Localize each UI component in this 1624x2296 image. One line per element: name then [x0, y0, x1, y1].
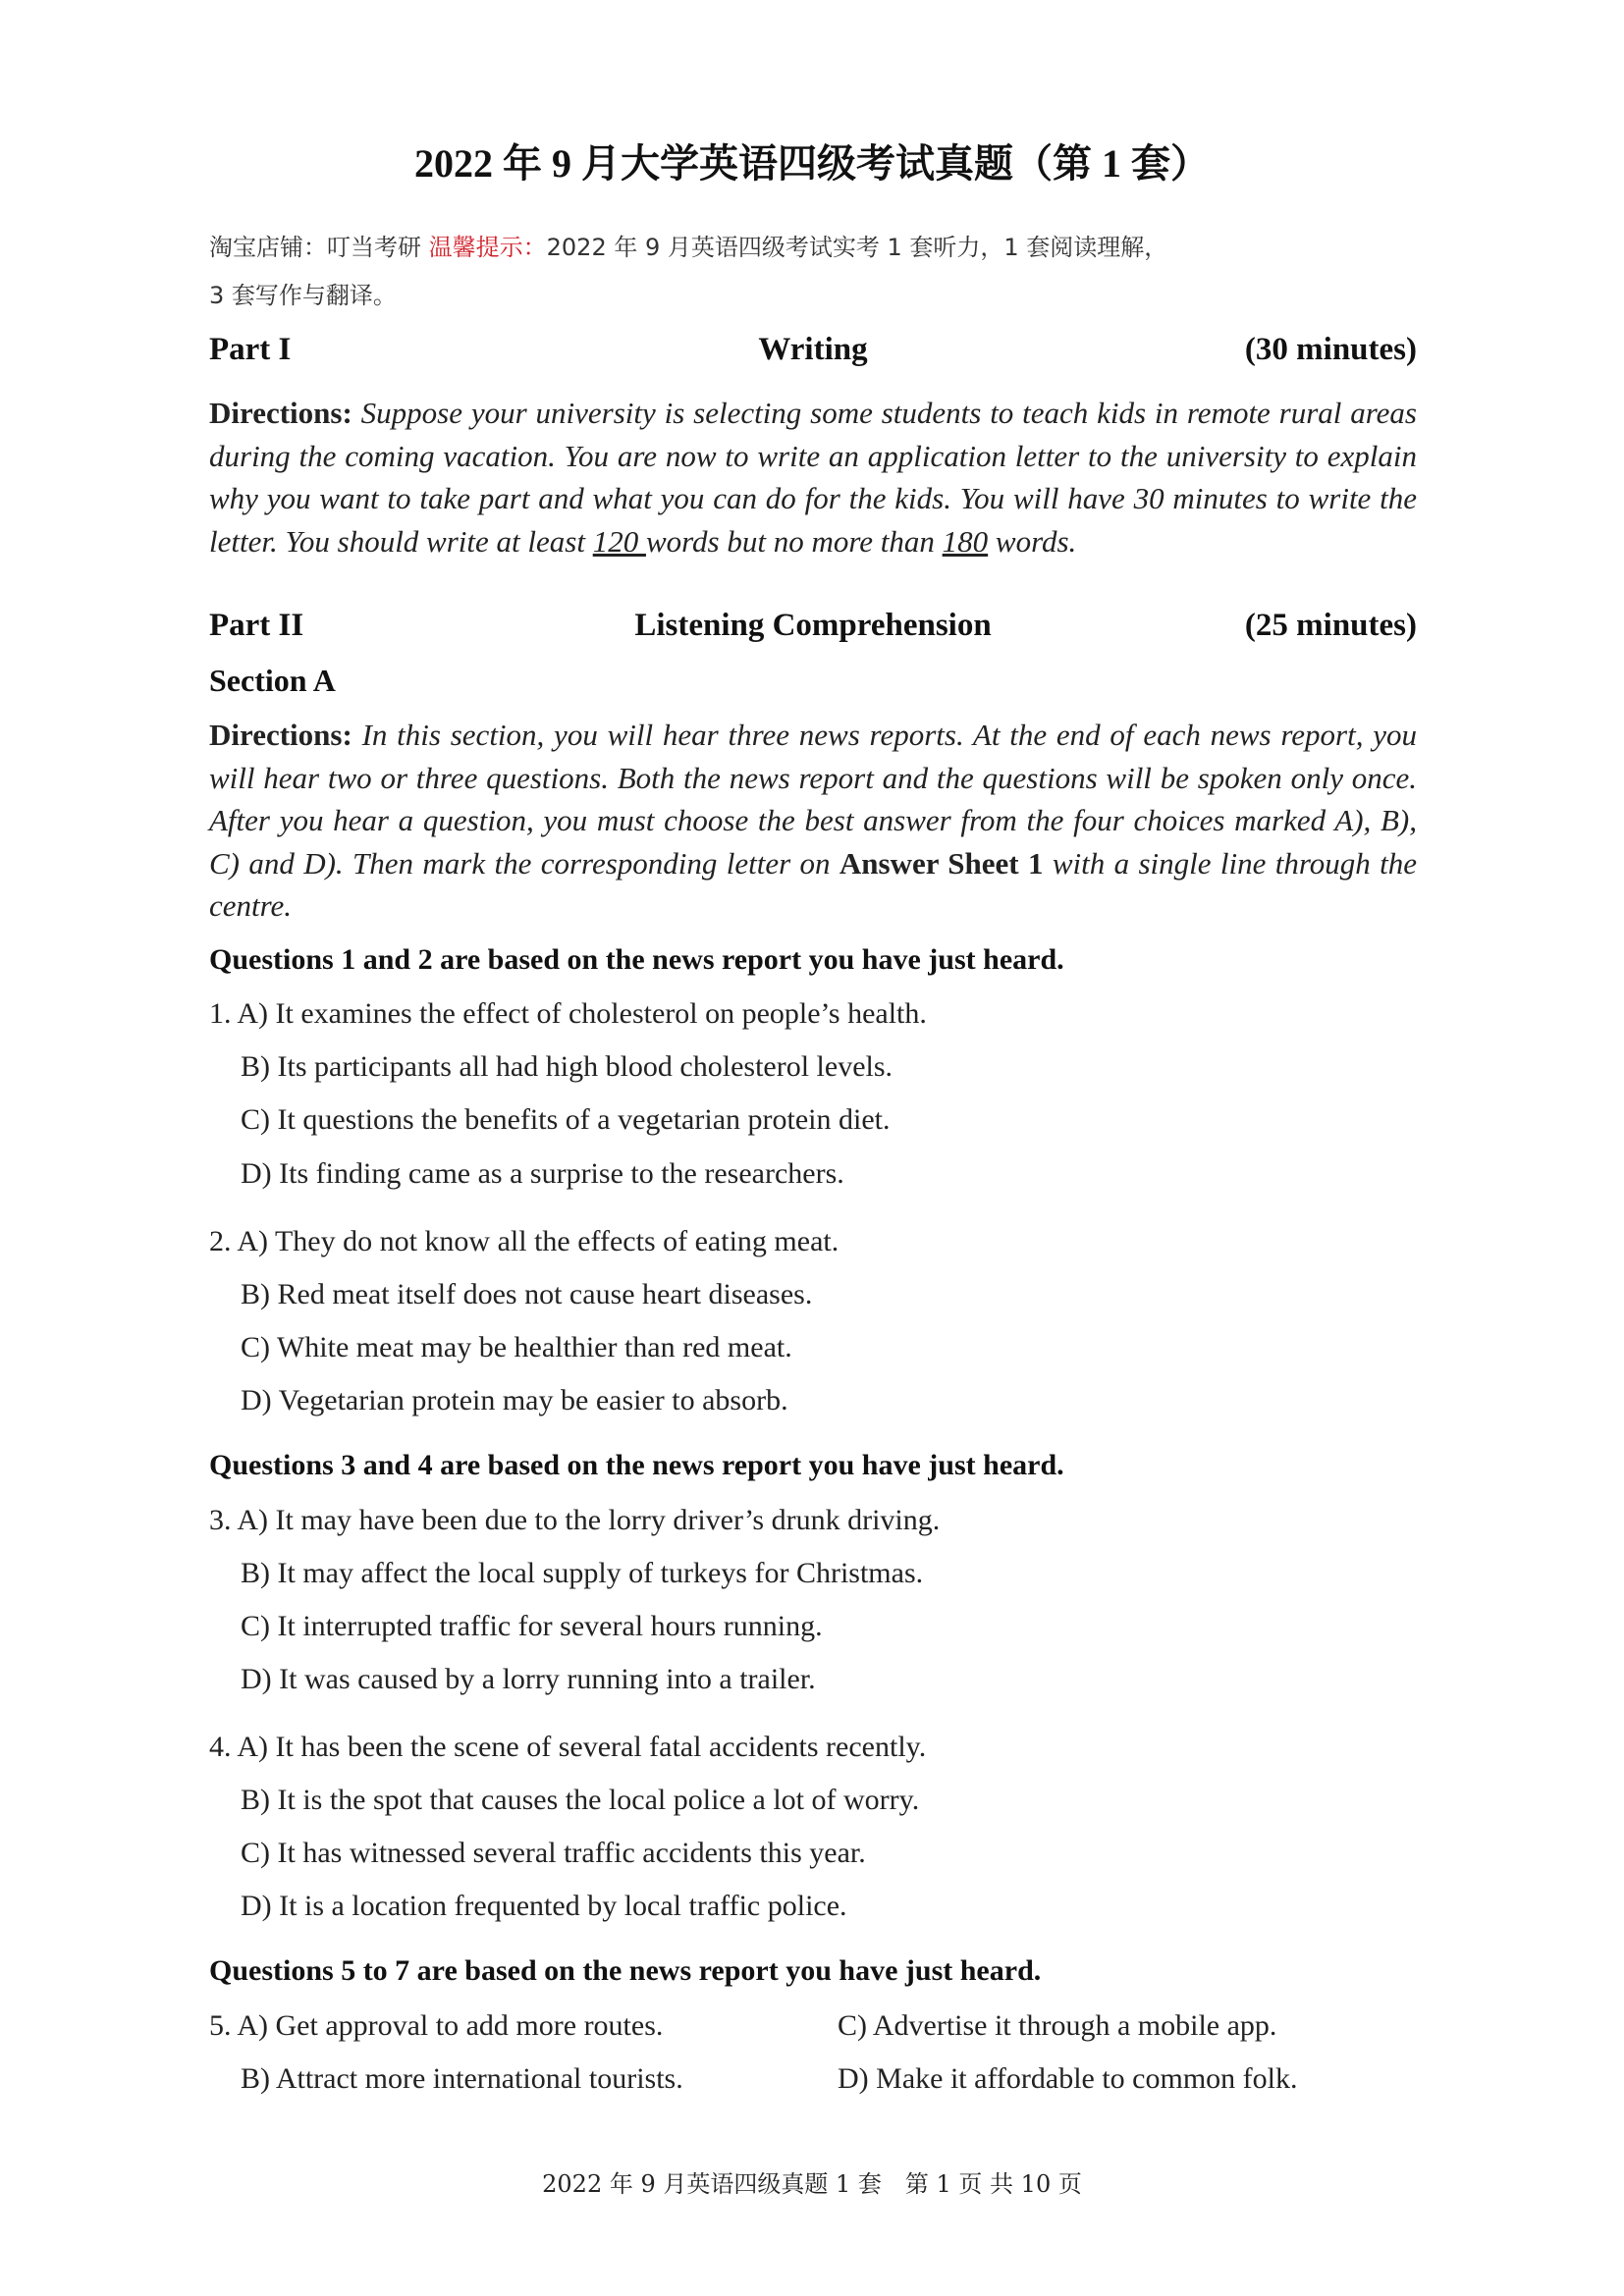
q5-option-b: B) Attract more international tourists. — [241, 2062, 683, 2095]
directions-text-2: with a single line through the centre. — [209, 845, 1417, 923]
part1-directions — [209, 392, 1417, 562]
q4-option-a: 4. A) It has been the scene of several fatal accidents recently. — [209, 1731, 927, 1763]
q1-option-d: D) Its finding came as a surprise to the researchers. — [241, 1157, 844, 1190]
tip-text: 2022 年 9 月英语四级考试实考 1 套听力，1 套阅读理解， — [546, 234, 1168, 261]
answer-sheet-label: Answer Sheet 1 — [839, 845, 1044, 881]
q3-option-d: D) It was caused by a lorry running into a trailer. — [241, 1663, 816, 1695]
directions-label: Directions: — [209, 718, 352, 752]
part2-time: (25 minutes) — [1244, 608, 1417, 643]
q2-option-c: C) White meat may be healthier than red meat. — [241, 1331, 792, 1363]
q5-option-c: C) Advertise it through a mobile app. — [838, 2009, 1277, 2042]
directions-text-3: words. — [988, 523, 1077, 559]
q5-option-a: 5. A) Get approval to add more routes. — [209, 2009, 664, 2042]
directions-label: Directions: — [209, 396, 352, 430]
part2-header — [209, 608, 1417, 651]
part1-name: Writing — [758, 332, 868, 367]
q1-option-c: C) It questions the benefits of a vegetarian protein diet. — [241, 1103, 891, 1136]
q5-option-d: D) Make it affordable to common folk. — [838, 2062, 1298, 2095]
q1-option-a: 1. A) It examines the effect of cholesterol on people’s health. — [209, 997, 927, 1030]
q3-option-c: C) It interrupted traffic for several hours running. — [241, 1610, 823, 1642]
section-a-heading: Section A — [209, 663, 336, 698]
directions-text-2: words but no more than — [645, 523, 943, 559]
q2-option-a: 2. A) They do not know all the effects of eating meat. — [209, 1225, 839, 1257]
part1-header — [209, 332, 1417, 375]
q1-option-b: B) Its participants all had high blood cholesterol levels. — [241, 1050, 893, 1083]
page-footer: 2022 年 9 月英语四级真题 1 套 第 1 页 共 10 页 — [542, 2170, 1082, 2198]
tip-text-2: 3 套写作与翻译。 — [209, 282, 397, 309]
question-group-3: Questions 5 to 7 are based on the news report you have just heard. — [209, 1954, 1042, 1987]
directions-text: Suppose your university is selecting some students to teach kids in remote rural areas during the coming vacation. You are now to write an application letter to the university to explain why you want to take part and what you can do for the kids. You will have 30 minutes to write the letter. You should write at least — [209, 396, 1417, 559]
notice — [209, 224, 1417, 320]
q3-option-a: 3. A) It may have been due to the lorry driver’s drunk driving. — [209, 1504, 941, 1536]
directions-text: In this section, you will hear three news reports. At the end of each news report, you will hear two or three questions. Both the news report and the questions will be spoken only once. After you hear a question, you must choose the best answer from the four choices marked A), B), C) and D). Then mark the corresponding letter on — [209, 718, 1418, 881]
shop-name: 淘宝店铺：叮当考研 — [209, 234, 421, 261]
question-group-2: Questions 3 and 4 are based on the news report you have just heard. — [209, 1449, 1064, 1481]
part2-label: Part II — [209, 608, 304, 643]
min-words: 120 — [592, 523, 646, 559]
part1-time: (30 minutes) — [1244, 332, 1417, 367]
part2-directions — [209, 714, 1417, 928]
q2-option-b: B) Red meat itself does not cause heart diseases. — [241, 1278, 813, 1310]
q3-option-b: B) It may affect the local supply of turkeys for Christmas. — [241, 1557, 924, 1589]
question-group-1: Questions 1 and 2 are based on the news report you have just heard. — [209, 943, 1064, 976]
tip-label: 温馨提示： — [428, 234, 547, 261]
q4-option-d: D) It is a location frequented by local traffic police. — [241, 1890, 847, 1922]
page-title: 2022 年 9 月大学英语四级考试真题（第 1 套） — [414, 141, 1210, 186]
q4-option-c: C) It has witnessed several traffic accidents this year. — [241, 1837, 866, 1869]
part1-label: Part I — [209, 332, 292, 367]
q2-option-d: D) Vegetarian protein may be easier to absorb. — [241, 1384, 788, 1416]
part2-name: Listening Comprehension — [634, 608, 992, 643]
q4-option-b: B) It is the spot that causes the local police a lot of worry. — [241, 1784, 920, 1816]
max-words: 180 — [942, 523, 989, 559]
